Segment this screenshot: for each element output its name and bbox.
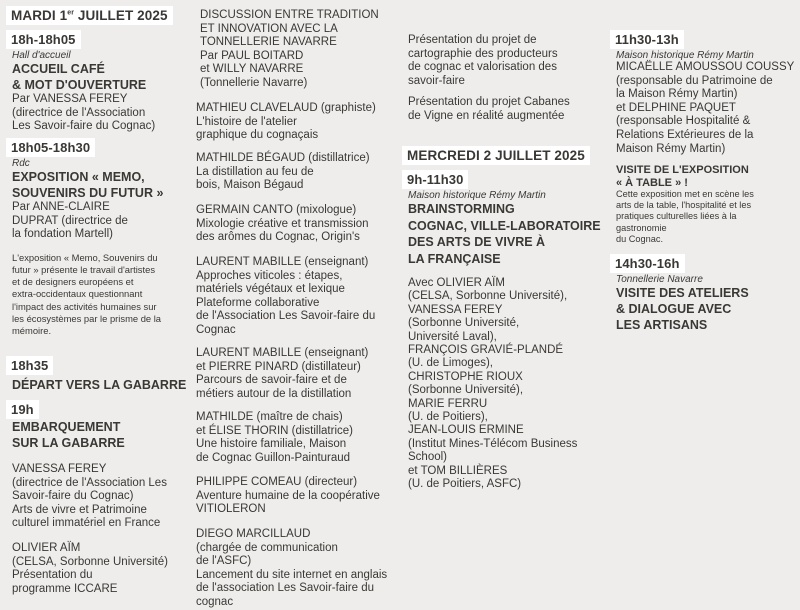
- location: Maison historique Rémy Martin: [616, 50, 754, 61]
- location: Hall d'accueil: [12, 50, 71, 61]
- session-title: BRAINSTORMING COGNAC, VILLE-LABORATOIRE DES ARTS DE VIVRE À LA FRANÇAISE: [408, 202, 601, 266]
- exhibition-description: Cette exposition met en scène les arts de la table, l'hospitalité et les pratiques culturelles liées à la gastronomie du Cognac.: [616, 189, 754, 244]
- discussion-intro: Par PAUL BOITARD et WILLY NAVARRE (Tonnellerie Navarre): [200, 49, 308, 89]
- time-badge: 19h: [6, 400, 39, 419]
- speaker-ferey: VANESSA FEREY (directrice de l'Association Les Savoir-faire du Cognac) Arts de vivre et Patrimoine culturel immatériel en France: [12, 463, 167, 530]
- day-heading-tuesday: MARDI 1er JUILLET 2025: [6, 6, 173, 25]
- session-title: DÉPART VERS LA GABARRE: [12, 378, 187, 392]
- session-departure: [8, 356, 190, 393]
- talk-mabille-pinard: LAURENT MABILLE (enseignant) et PIERRE PINARD (distillateur) Parcours de savoir-faire et de métiers autour de la distillation: [196, 347, 369, 400]
- time-badge: 18h-18h05: [6, 30, 81, 49]
- time-badge: 11h30-13h: [610, 30, 684, 49]
- session-brainstorming: [404, 170, 610, 492]
- time-badge: 18h35: [6, 356, 53, 375]
- session-title: EMBARQUEMENT SUR LA GABARRE: [12, 420, 125, 450]
- session-welcome: [8, 30, 190, 134]
- time-badge: 18h05-18h30: [6, 138, 95, 157]
- location: Maison historique Rémy Martin: [408, 190, 546, 201]
- location: Rdc: [12, 158, 30, 169]
- time-badge: 9h-11h30: [402, 170, 468, 189]
- session-a-table: [612, 164, 800, 245]
- session-ateliers: [612, 254, 800, 333]
- session-exposition-memo: [8, 138, 190, 337]
- session-title: EXPOSITION « MEMO, SOUVENIRS DU FUTUR »: [12, 170, 164, 200]
- time-badge: 14h30-16h: [610, 254, 685, 273]
- talk-canto: GERMAIN CANTO (mixologue) Mixologie créative et transmission des arômes du Cognac, Origin's: [196, 204, 369, 244]
- project-cabanes: Présentation du projet Cabanes de Vigne en réalité augmentée: [408, 96, 570, 122]
- day-heading-wednesday: MERCREDI 2 JUILLET 2025: [402, 146, 590, 165]
- participants: Avec OLIVIER AÏM (CELSA, Sorbonne Université), VANESSA FEREY (Sorbonne Université, Université Laval), FRANÇOIS GRAVIÉ-PLANDÉ (U. de Limoges), CHRISTOPHE RIOUX (Sorbonne Université), MARIE FERRU (U. de Poitiers), JEAN-LOUIS ERMINE (Institut Mines-Télécom Business School) et TOM BILLIÈRES (U. de Poitiers, ASFC): [408, 277, 578, 491]
- speaker-aim: OLIVIER AÏM (CELSA, Sorbonne Université) Présentation du programme ICCARE: [12, 541, 168, 595]
- discussion-block: [200, 9, 406, 91]
- session-title: ACCUEIL CAFÉ & MOT D'OUVERTURE: [12, 62, 147, 92]
- project-cartographie: Présentation du projet de cartographie des producteurs de cognac et valorisation des savoir-faire: [408, 34, 558, 87]
- speakers: Par ANNE-CLAIRE DUPRAT (directrice de la fondation Martell): [12, 201, 128, 241]
- session-embarkation: [8, 400, 190, 596]
- session-remy-martin: [612, 30, 800, 156]
- location: Tonnellerie Navarre: [616, 274, 703, 285]
- talk-mabille-1: LAURENT MABILLE (enseignant) Approches viticoles : étapes, matériels végétaux et lexique Plateforme collaborative de l'Association Les Savoir-faire du Cognac: [196, 256, 376, 336]
- talk-clavelaud: MATHIEU CLAVELAUD (graphiste) L'histoire de l'atelier graphique du cognaçais: [196, 102, 376, 142]
- talk-marcillaud: DIEGO MARCILLAUD (chargée de communication de l'ASFC) Lancement du site internet en anglais de l'association Les Savoir-faire du cognac: [196, 528, 388, 608]
- speakers: Par VANESSA FEREY (directrice de l'Association Les Savoir-faire du Cognac): [12, 93, 156, 133]
- session-title: VISITE DE L'EXPOSITION « À TABLE » !: [616, 164, 749, 189]
- talk-begaud: MATHILDE BÉGAUD (distillatrice) La distillation au feu de bois, Maison Bégaud: [196, 152, 370, 192]
- talk-comeau: PHILIPPE COMEAU (directeur) Aventure humaine de la coopérative VITIOLERON: [196, 476, 380, 516]
- session-title: VISITE DES ATELIERS & DIALOGUE AVEC LES ARTISANS: [616, 286, 749, 332]
- discussion-title: DISCUSSION ENTRE TRADITION ET INNOVATION AVEC LA TONNELLERIE NAVARRE: [200, 9, 379, 49]
- talk-thorin: MATHILDE (maître de chais) et ÉLISE THORIN (distillatrice) Une histoire familiale, Maison de Cognac Guillon-Painturaud: [196, 411, 353, 464]
- exhibition-description: L'exposition « Memo, Souvenirs du futur » présente le travail d'artistes et de designers européens et extra-occidentaux questionnant l'impact des activités humaines sur les écosystèmes par le prisme de la mémoire.: [12, 251, 162, 336]
- speakers: MICAËLLE AMOUSSOU COUSSY (responsable du Patrimoine de la Maison Rémy Martin) et DELPHINE PAQUET (responsable Hospitalité & Relations Extérieures de la Maison Rémy Martin): [616, 61, 795, 155]
